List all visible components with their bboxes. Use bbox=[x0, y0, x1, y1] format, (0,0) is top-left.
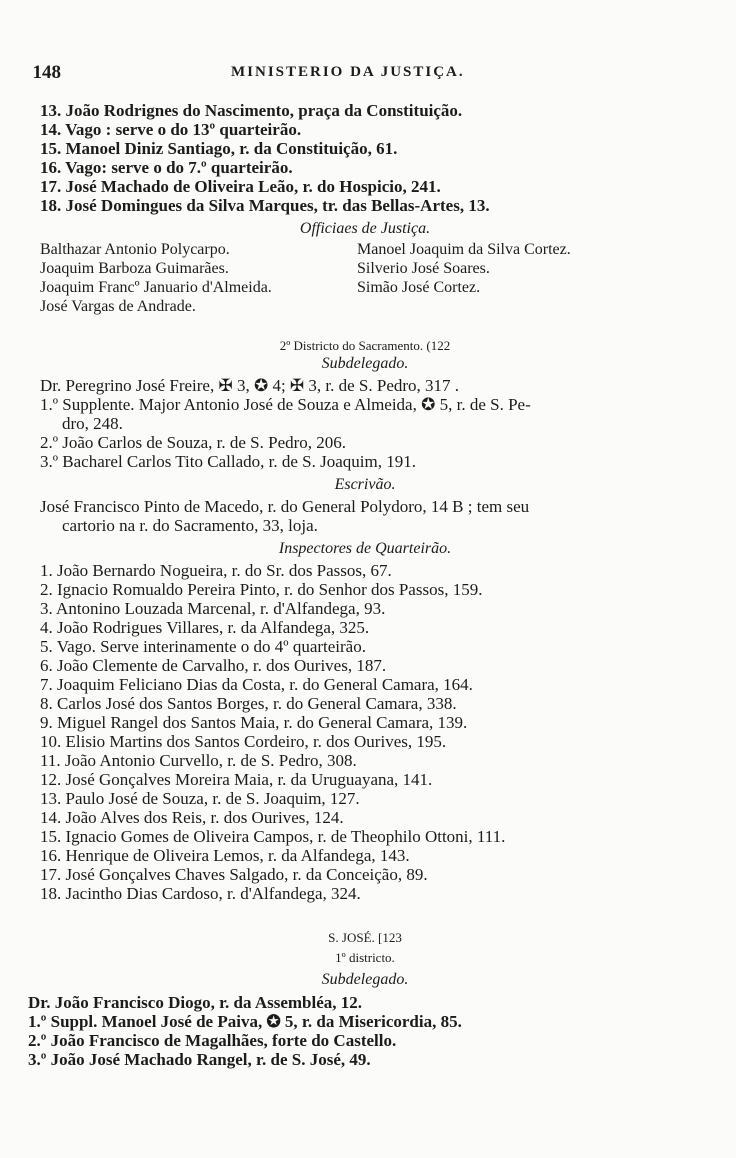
running-title: MINISTERIO DA JUSTIÇA. bbox=[231, 64, 465, 80]
inspector-entry: 11. João Antonio Curvello, r. de S. Pedro, 308. bbox=[40, 751, 357, 770]
page-number: 148 bbox=[32, 62, 61, 83]
inspector-entry: 15. Ignacio Gomes de Oliveira Campos, r. de Theophilo Ottoni, 111. bbox=[40, 827, 506, 846]
inspector-entry: 7. Joaquim Feliciano Dias da Costa, r. do General Camara, 164. bbox=[40, 675, 473, 694]
inspector-entry: 4. João Rodrigues Villares, r. da Alfandega, 325. bbox=[40, 618, 370, 637]
inspector-entry: 17. José Gonçalves Chaves Salgado, r. da Conceição, 89. bbox=[40, 865, 428, 884]
sjose-entry: 1.º Suppl. Manoel José de Paiva, ✪ 5, r. da Misericordia, 85. bbox=[28, 1012, 462, 1031]
officer-right: Silverio José Soares. bbox=[357, 260, 490, 277]
officer-left: José Vargas de Andrade. bbox=[40, 298, 196, 315]
inspectores-title: Inspectores de Quarteirão. bbox=[278, 540, 452, 557]
inspector-entry: 13. Paulo José de Souza, r. de S. Joaquim, 127. bbox=[40, 789, 360, 808]
inspector-entry: 6. João Clemente de Carvalho, r. dos Ourives, 187. bbox=[40, 656, 387, 675]
inspector-entry: 18. Jacintho Dias Cardoso, r. d'Alfandega, 324. bbox=[40, 884, 361, 903]
inspector-entry: 1. João Bernardo Nogueira, r. do Sr. dos Passos, 67. bbox=[40, 561, 392, 580]
list1-item: 17. José Machado de Oliveira Leão, r. do Hospicio, 241. bbox=[40, 177, 441, 196]
escrivao-title: Escrivão. bbox=[334, 476, 396, 493]
page-header bbox=[31, 60, 686, 88]
supplente-line: dro, 248. bbox=[62, 414, 123, 433]
sjose-heading: S. JOSÉ. [123 bbox=[328, 930, 402, 945]
officer-left: Joaquim Francº Januario d'Almeida. bbox=[40, 279, 272, 296]
sjose-subdelegado-title: Subdelegado. bbox=[321, 971, 409, 988]
list1-item: 18. José Domingues da Silva Marques, tr. das Bellas-Artes, 13. bbox=[40, 196, 490, 215]
inspector-entry: 5. Vago. Serve interinamente o do 4º quarteirão. bbox=[40, 637, 366, 656]
inspector-entry: 10. Elisio Martins dos Santos Cordeiro, r. dos Ourives, 195. bbox=[40, 732, 447, 751]
district-heading: 2º Districto do Sacramento. (122 bbox=[279, 338, 451, 353]
inspector-entry: 8. Carlos José dos Santos Borges, r. do General Camara, 338. bbox=[40, 694, 457, 713]
inspector-entry: 14. João Alves dos Reis, r. dos Ourives, 124. bbox=[40, 808, 344, 827]
subdelegado-title: Subdelegado. bbox=[321, 355, 409, 372]
officer-left: Balthazar Antonio Polycarpo. bbox=[40, 241, 230, 258]
escrivao-line: cartorio na r. do Sacramento, 33, loja. bbox=[62, 516, 318, 535]
inspector-entry: 2. Ignacio Romualdo Pereira Pinto, r. do Senhor dos Passos, 159. bbox=[40, 580, 483, 599]
officer-right: Manoel Joaquim da Silva Cortez. bbox=[357, 241, 571, 258]
list1-item: 13. João Rodrignes do Nascimento, praça da Constituição. bbox=[40, 101, 463, 120]
supplente-line: 3.º Bacharel Carlos Tito Callado, r. de S. Joaquim, 191. bbox=[40, 452, 416, 471]
officer-left: Joaquim Barboza Guimarães. bbox=[40, 260, 229, 277]
sjose-district: 1º districto. bbox=[335, 950, 395, 965]
inspector-entry: 3. Antonino Louzada Marcenal, r. d'Alfandega, 93. bbox=[40, 599, 386, 618]
sjose-entry: 2.º João Francisco de Magalhães, forte do Castello. bbox=[28, 1031, 397, 1050]
sjose-entry: Dr. João Francisco Diogo, r. da Assembléa, 12. bbox=[28, 993, 363, 1012]
supplente-line: 2.º João Carlos de Souza, r. de S. Pedro, 206. bbox=[40, 433, 347, 452]
list1-item: 16. Vago: serve o do 7.º quarteirão. bbox=[40, 158, 293, 177]
inspector-entry: 16. Henrique de Oliveira Lemos, r. da Alfandega, 143. bbox=[40, 846, 410, 865]
subdelegado-entry: Dr. Peregrino José Freire, ✠ 3, ✪ 4; ✠ 3, r. de S. Pedro, 317 . bbox=[40, 376, 460, 395]
list1-item: 14. Vago : serve o do 13º quarteirão. bbox=[40, 120, 302, 139]
officer-right: Simão José Cortez. bbox=[357, 279, 481, 296]
supplente-line: 1.º Supplente. Major Antonio José de Souza e Almeida, ✪ 5, r. de S. Pe- bbox=[40, 395, 531, 414]
escrivao-line: José Francisco Pinto de Macedo, r. do General Polydoro, 14 B ; tem seu bbox=[40, 497, 530, 516]
inspector-entry: 9. Miguel Rangel dos Santos Maia, r. do General Camara, 139. bbox=[40, 713, 468, 732]
officiaes-title: Officiaes de Justiça. bbox=[299, 220, 431, 237]
list1-item: 15. Manoel Diniz Santiago, r. da Constituição, 61. bbox=[40, 139, 398, 158]
sjose-entry: 3.º João José Machado Rangel, r. de S. José, 49. bbox=[28, 1050, 371, 1069]
inspector-entry: 12. José Gonçalves Moreira Maia, r. da Uruguayana, 141. bbox=[40, 770, 433, 789]
